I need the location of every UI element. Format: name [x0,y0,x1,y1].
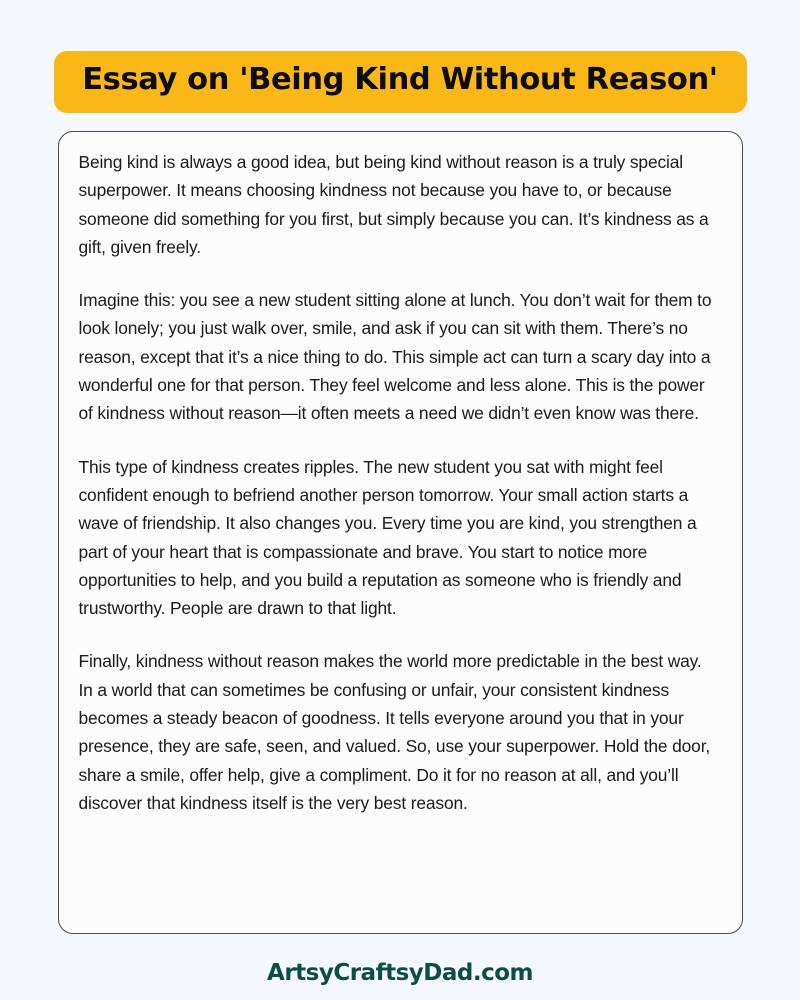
essay-paragraph: Imagine this: you see a new student sitting alone at lunch. You don’t wait for them to look lonely; you just walk over, smile, and ask if you can sit with them. There’s no reason, except that it’s a nice thing to do. This simple act can turn a scary day into a wonderful one for that person. They feel welcome and less alone. This is the power of kindness without reason—it often meets a need we didn’t even know was there. [78,290,712,424]
essay-paragraph: This type of kindness creates ripples. The new student you sat with might feel confident enough to befriend another person tomorrow. Your small action starts a wave of friendship. It also changes you. Every time you are kind, you strengthen a part of your heart that is compassionate and brave. You start to notice more opportunities to help, and you build a reputation as someone who is friendly and trustworthy. People are drawn to that light. [78,456,697,619]
essay-paragraph: Being kind is always a good idea, but being kind without reason is a truly special superpower. It means choosing kindness not because you have to, or because someone did something for you first, but simply because you can. It’s kindness as a gift, given freely. [78,152,709,257]
title-banner [54,51,747,113]
essay-body [79,148,720,817]
page-title: Essay on 'Being Kind Without Reason' [82,62,718,98]
essay-card [58,131,743,934]
essay-paragraph: Finally, kindness without reason makes the world more predictable in the best way. In a world that can sometimes be confusing or unfair, your consistent kindness becomes a steady beacon of goodness. It tells everyone around you that in your presence, they are safe, seen, and valued. So, use your superpower. Hold the door, share a smile, offer help, give a compliment. Do it for no reason at all, and you’ll discover that kindness itself is the very best reason. [78,651,711,813]
footer-brand: ArtsyCraftsyDad.com [267,960,533,986]
